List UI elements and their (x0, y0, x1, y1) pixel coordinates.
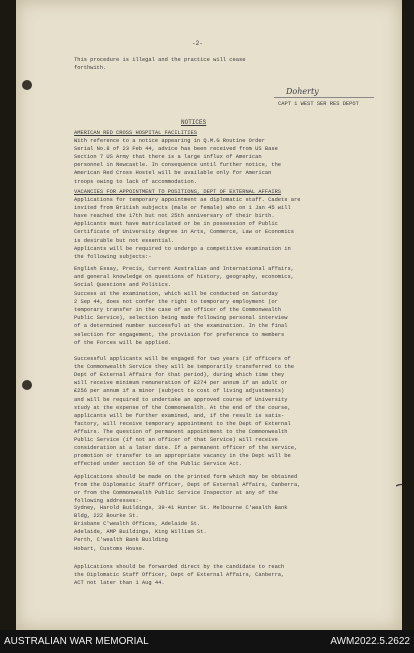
paragraph-line: Section 7 US Army that there is a large influx of American (74, 154, 262, 161)
paragraph-line: Applications should be forwarded direct by the candidate to reach (74, 564, 285, 570)
paragraph-line: will receive minimum remuneration of £274 per annum if an adult or (74, 380, 288, 387)
paragraph-line: temporary transfer in the case of an officer of the Commonwealth (74, 307, 282, 314)
paragraph-line: consideration at a later date. If a permanent officer of the service, (74, 445, 298, 452)
paragraph-line: Applicants will be required to undergo a competitive examination in (74, 245, 291, 252)
paragraph-line: Hobart, Customs House. (74, 545, 146, 552)
paragraph-line: Successful applicants will be engaged for two years (if officers of (74, 356, 291, 362)
page-number: -2- (192, 40, 203, 47)
paragraph-line: Serial No.8 of 23 Feb 44, advice has been received from US Base (74, 146, 278, 153)
paragraph-line: factory, will receive temporary appointment to the Dept of External (74, 420, 291, 427)
section-heading: VACANCIES FOR APPOINTMENT TO POSITIONS, DEPT OF EXTERNAL AFFAIRS (74, 189, 282, 195)
paragraph-line: the Diplomatic Staff Officer, Dept of External Affairs, Canberra, (74, 572, 285, 579)
paragraph-line: have reached the 17th but not 25th anniversary of their birth. (74, 213, 275, 220)
paragraph-line: Applications for temporary appointment as diplomatic staff. Cadets are (74, 197, 301, 203)
footer-bar (0, 630, 414, 653)
paragraph-line: of a determined number successful at the examination. In the final (74, 323, 288, 330)
opening-line: forthwith. (74, 65, 107, 71)
paragraph-line: Public Service (if not an officer of that Service) will receive (74, 437, 278, 443)
paragraph-line: applicants will be further examined, and, if the result is satis- (74, 412, 285, 419)
paragraph-line: effected under section 50 of the Public Service Act. (74, 461, 243, 468)
signature-line (274, 97, 374, 98)
ink-mark (396, 483, 402, 489)
paragraph-line: Perth, C'wealth Bank Building (74, 537, 168, 544)
document-page (16, 0, 402, 630)
paragraph-line: Dept of External Affairs for that period), during which time they (74, 372, 285, 379)
typed-text (16, 0, 402, 630)
paragraph-line: or from the Commonwealth Public Service Inspector at any of the (74, 490, 278, 497)
paragraph-line: Sydney, Harold Buildings, 39-41 Hunter St. Melbourne C'wealth Bank (74, 505, 288, 511)
opening-line: This procedure is illegal and the practice will cease (74, 57, 246, 63)
signature-title: CAPT 1 WEST SER RES DEPOT (278, 101, 359, 107)
paragraph-line: the Commonwealth Service they will be temporarily transferred to the (74, 364, 294, 371)
paragraph-line: and general knowledge on questions of history, geography, economics, (74, 274, 294, 281)
paragraph-line: troops owing to lack of accommodation. (74, 178, 197, 185)
paragraph-line: Applicants must have matriculated or be in possession of Public (74, 221, 278, 228)
paragraph-line: following addresses:- (74, 498, 142, 505)
paragraph-line: Bldg, 222 Bourke St. (74, 513, 139, 520)
footer-accession-number: AWM2022.5.2622 (330, 636, 410, 647)
notices-heading: NOTICES (181, 119, 207, 126)
signature: Doherty (286, 87, 319, 96)
paragraph-line: Public Service), selection being made following personal interview (74, 315, 288, 322)
paragraph-line: Affairs. The question of permanent appointment to the Commonwealth (74, 428, 288, 435)
paragraph-line: With reference to a notice appearing in Q.M.G Routine Order (74, 138, 265, 144)
paragraph-line: of the Forces will be applied. (74, 339, 172, 346)
paragraph-line: American Red Cross Hostel will be available only for American (74, 170, 272, 177)
paragraph-line: promotion or transfer to an appropriate vacancy in the Dept will be (74, 453, 291, 460)
paragraph-line: selection for engagement, the provision for preference to members (74, 331, 285, 338)
paragraph-line: Applications should be made on the printed form which may be obtained (74, 474, 298, 480)
paragraph-line: Adelaide, AMP Buildings, King William St. (74, 529, 207, 536)
paragraph-line: £256 per annum if a minor (subject to cost of living adjustments) (74, 388, 285, 395)
paragraph-line: Certificate of University degree in Arts, Commerce, Law or Economics (74, 229, 294, 236)
paragraph-line: invited from British subjects (male or female) who on 1 Jan 45 will (74, 205, 291, 212)
paragraph-line: is desirable but not essential. (74, 237, 175, 244)
paragraph-line: the following subjects:- (74, 253, 152, 260)
paragraph-line: personnel in Newcastle. In consequence until further notice, the (74, 162, 282, 169)
paragraph-line: 2 Sep 44, does not confer the right to temporary employment (or (74, 299, 278, 306)
paragraph-line: study at the expense of the Commonwealth. At the end of the course, (74, 404, 291, 411)
paragraph-line: Social Questions and Politics. (74, 282, 172, 289)
footer-institution: AUSTRALIAN WAR MEMORIAL (4, 636, 149, 647)
paragraph-line: ACT not later than 1 Aug 44. (74, 580, 165, 587)
paragraph-line: Success at the examination, which will be conducted on Saturday (74, 291, 278, 297)
paragraph-line: from the Diplomatic Staff Officer, Dept of External Affairs, Canberra, (74, 482, 301, 489)
paragraph-line: and will be required to undertake an approved course of University (74, 396, 288, 403)
paragraph-line: English Essay, Precis, Current Australian and International affairs, (74, 266, 294, 272)
paragraph-line: Brisbane C'wealth Offices, Adelaide St. (74, 521, 201, 528)
section-heading: AMERICAN RED CROSS HOSPITAL FACILITIES (74, 130, 197, 136)
